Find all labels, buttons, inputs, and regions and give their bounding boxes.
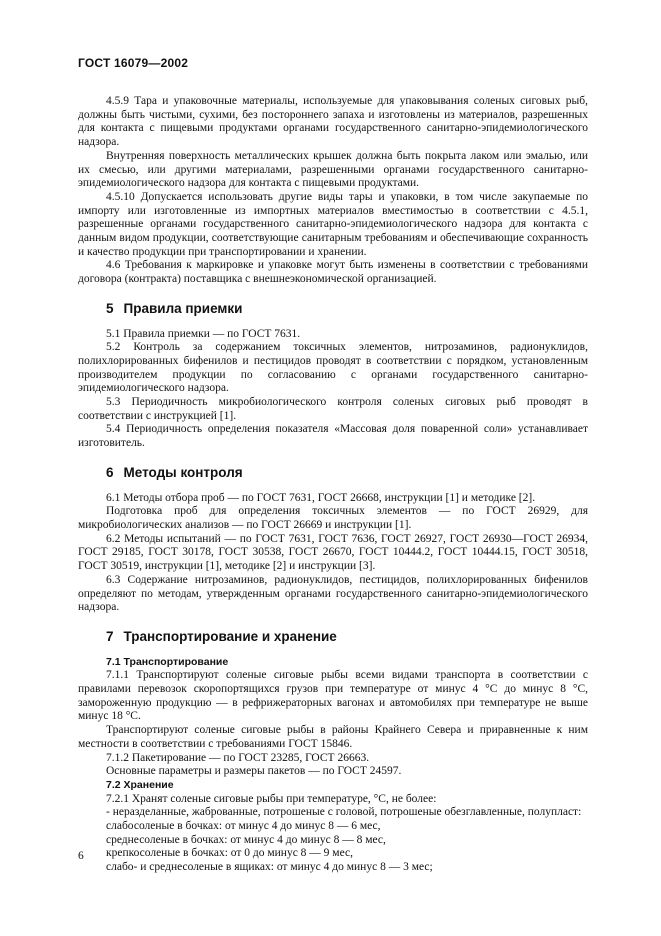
section-heading — [78, 466, 588, 480]
page-number: 6 — [78, 850, 84, 862]
subsection-heading: 7.2 Хранение — [106, 778, 174, 791]
paragraph: 4.5.9 Тара и упаковочные материалы, используемые для упаковывания соленых сиговых рыб, должны быть чистыми, сухими, без постороннего запаха и изготовлены из материалов, разрешенных для контакта с пищевыми продуктами органами государственного санитарно-эпидемиологического надзора. — [78, 95, 588, 149]
paragraph: 7.1.2 Пакетирование — по ГОСТ 23285, ГОСТ 26663. — [106, 751, 370, 764]
section-title: Транспортирование и хранение — [123, 628, 337, 644]
paragraph: 4.5.10 Допускается использовать другие виды тары и упаковки, в том числе закупаемые по импорту или изготовленные из импортных материалов вместимостью в соответствии с 4.5.1, разрешенные органами государственного санитарно-эпидемиологического надзора для контакта с данным видом продукции, соответствующие санитарным требованиям и обеспечивающие сохранность и качество продукции при транспортировании и хранении. — [78, 190, 588, 258]
paragraph: 5.2 Контроль за содержанием токсичных элементов, нитрозаминов, радионуклидов, полихлорированных бифенилов и пестицидов проводят в соответствии с порядком, установленным производителем продукции по согласованию с органами государственного санитарно-эпидемиологического надзора. — [78, 341, 588, 395]
paragraph: 6.2 Методы испытаний — по ГОСТ 7631, ГОСТ 7636, ГОСТ 26927, ГОСТ 26930—ГОСТ 26934, ГОСТ 29185, ГОСТ 30178, ГОСТ 30538, ГОСТ 26670, ГОСТ 10444.2, ГОСТ 10444.15, ГОСТ 30518, ГОСТ 30519, инструкции [1], методике [2] и инструкции [3]. — [78, 532, 588, 573]
section-heading — [78, 630, 588, 644]
paragraph: Транспортируют соленые сиговые рыбы в районы Крайнего Севера и приравненные к ним местности в соответствии с требованиями ГОСТ 15846. — [78, 724, 588, 750]
paragraph: 7.2.1 Хранят соленые сиговые рыбы при температуре, °С, не более: — [106, 792, 437, 805]
list-item: слабо- и среднесоленые в ящиках: от минус 4 до минус 8 — 3 мес; — [106, 861, 433, 874]
paragraph: 4.6 Требования к маркировке и упаковке могут быть изменены в соответствии с требованиями договора (контракта) поставщика с внешнеэкономической организацией. — [78, 259, 588, 286]
section-title: Правила приемки — [123, 300, 243, 316]
list-item: крепкосоленые в бочках: от 0 до минус 8 — 9 мес, — [106, 847, 353, 860]
paragraph: 6.1 Методы отбора проб — по ГОСТ 7631, ГОСТ 26668, инструкции [1] и методике [2]. — [106, 491, 536, 504]
section-number: 7 — [106, 628, 114, 644]
document-body — [78, 95, 588, 875]
paragraph: Внутренняя поверхность металлических крышек должна быть покрыта лаком или эмалью, или их смесью, или другими материалами, разрешенными органами государственного санитарно-эпидемиологического надзора для контакта с пищевыми продуктами. — [78, 149, 588, 190]
list-item: среднесоленые в бочках: от минус 4 до минус 8 — 8 мес, — [106, 833, 386, 846]
paragraph: 6.3 Содержание нитрозаминов, радионуклидов, пестицидов, полихлорированных бифенилов определяют по методам, утвержденным органами государственного санитарно-эпидемиологического надзора. — [78, 573, 588, 614]
section-title: Методы контроля — [123, 464, 243, 480]
paragraph: - неразделанные, жаброванные, потрошеные с головой, потрошеные обезглавленные, полупласт: — [106, 806, 582, 819]
document-header: ГОСТ 16079—2002 — [78, 56, 189, 70]
section-number: 6 — [106, 464, 114, 480]
subsection-heading: 7.1 Транспортирование — [106, 655, 229, 668]
paragraph: 5.4 Периодичность определения показателя «Массовая доля поваренной соли» устанавливает изготовитель. — [78, 423, 588, 450]
paragraph: 5.1 Правила приемки — по ГОСТ 7631. — [106, 327, 301, 340]
paragraph: 7.1.1 Транспортируют соленые сиговые рыбы всеми видами транспорта в соответствии с правилами перевозок скоропортящихся грузов при температуре от минус 4 °С до минус 8 °С, замороженную продукцию — в рефрижераторных вагонах и автомобилях при температуре не выше минус 18 °С. — [78, 669, 588, 723]
paragraph: Подготовка проб для определения токсичных элементов — по ГОСТ 26929, для микробиологических анализов — по ГОСТ 26669 и инструкции [1]. — [78, 505, 588, 531]
list-item: слабосоленые в бочках: от минус 4 до минус 8 — 6 мес, — [106, 820, 381, 833]
paragraph: 5.3 Периодичность микробиологического контроля соленых сиговых рыб проводят в соответствии с инструкцией [1]. — [78, 396, 588, 422]
paragraph: Основные параметры и размеры пакетов — по ГОСТ 24597. — [106, 765, 402, 778]
section-number: 5 — [106, 300, 114, 316]
section-heading — [78, 302, 588, 316]
